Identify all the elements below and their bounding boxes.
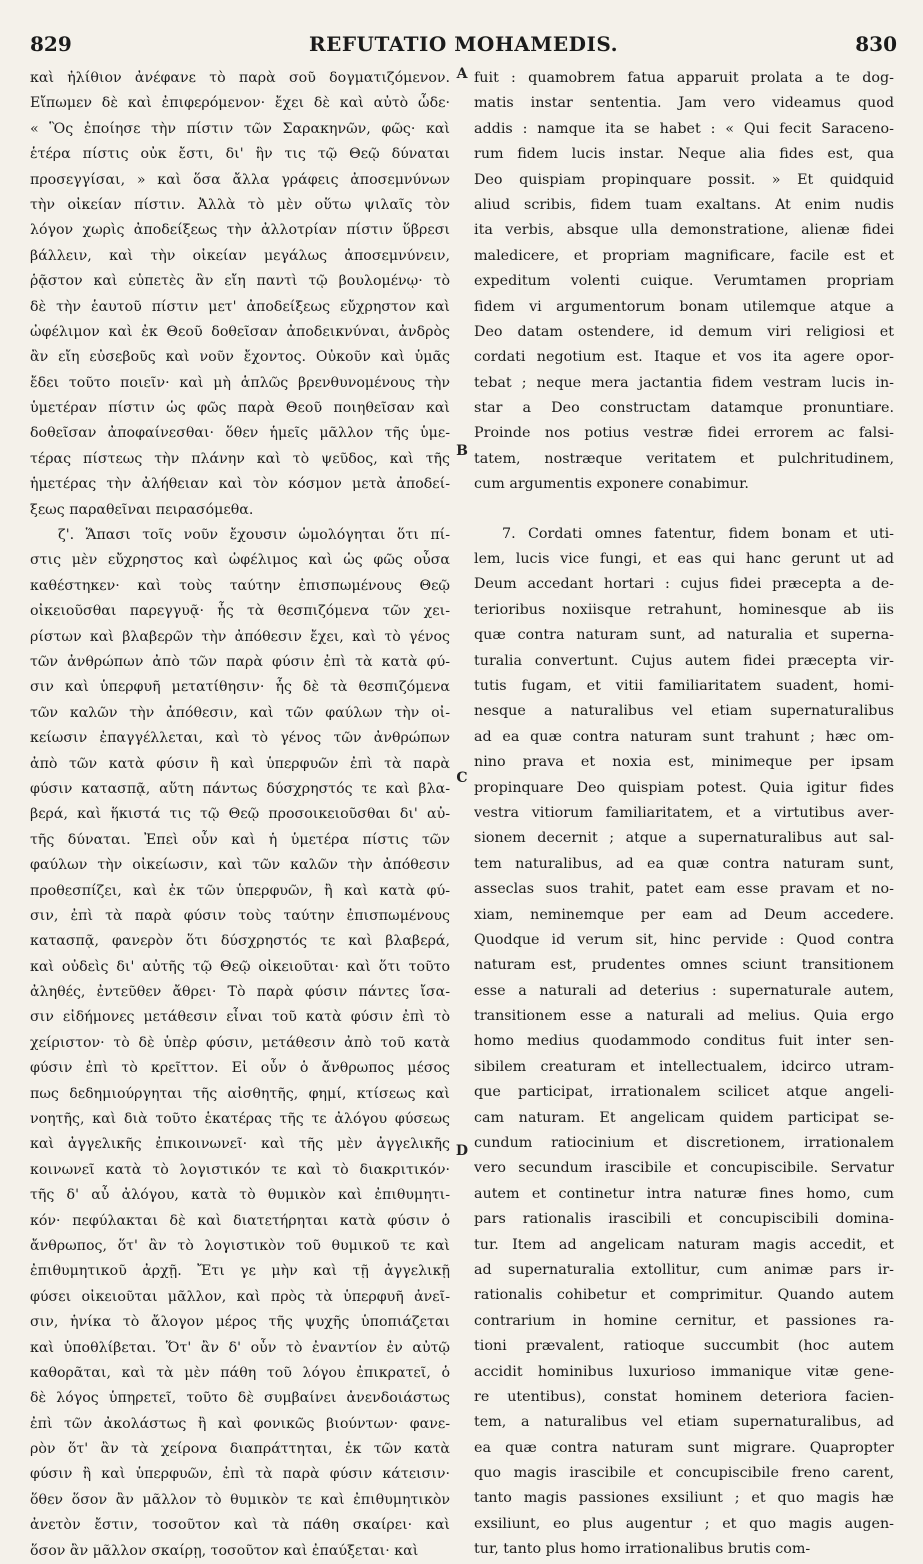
text-line: tanto magis passiones exsiliunt ; et quo magis hæ xyxy=(474,1490,894,1507)
margin-marker-d: D xyxy=(455,1143,469,1159)
right-page-number: 830 xyxy=(855,32,897,56)
text-line: κοινωνεῖ κατὰ τὸ λογιστικόν τε καὶ τὸ διακριτικόν· xyxy=(30,1161,450,1178)
text-line: tutis fugam, et vitii familiaritatem suadent, homi- xyxy=(474,677,894,694)
text-line: Quodque id verum sit, hinc pervide : Quod contra xyxy=(474,931,894,948)
paragraph-gap xyxy=(474,498,894,522)
greek-column xyxy=(30,66,450,1564)
latin-column xyxy=(474,66,894,1563)
text-line: σιν καὶ ὑπερφυῆ μετατίθησιν· ἧς δὲ τὰ θεσπιζόμενα xyxy=(30,679,450,696)
text-line: asseclas suos trahit, patet eam esse pravam et no- xyxy=(474,881,894,898)
text-line: cam naturam. Et angelicam quidem participat se- xyxy=(474,1109,894,1126)
text-line: « Ὃς ἐποίησε τὴν πίστιν τῶν Σαρακηνῶν, φῶς· καὶ xyxy=(30,120,450,137)
text-line: terioribus noxiisque retrahunt, hominesque ab iis xyxy=(474,601,894,618)
text-line: fidem vi argumentorum bonam utilemque atque a xyxy=(474,298,894,315)
text-line: τῶν ἀνθρώπων ἀπὸ τῶν παρὰ φύσιν ἐπὶ τὰ κατὰ φύ- xyxy=(30,653,450,670)
text-line: tebat ; neque mera jactantia fidem vestram lucis in- xyxy=(474,374,894,391)
text-line: κείωσιν ἐπαγγέλλεται, καὶ τὸ γένος τῶν ἀνθρώπων xyxy=(30,730,450,747)
text-line: cundum ratiocinium et discretionem, irrationalem xyxy=(474,1135,894,1152)
text-line: naturam est, prudentes omnes sciunt transitionem xyxy=(474,957,894,974)
text-line: οἰκειοῦσθαι παρεγγυᾷ· ἧς τὰ θεσπιζόμενα τῶν χει- xyxy=(30,603,450,620)
text-line: φύσιν ἐπὶ τὸ κρεῖττον. Εἰ οὖν ὁ ἄνθρωπος μέσος xyxy=(30,1060,450,1077)
text-line: ἔδει τοῦτο ποιεῖν· καὶ μὴ ἁπλῶς βρενθυνομένους τὴν xyxy=(30,374,450,391)
text-line: contrarium in homine cernitur, et passiones ra- xyxy=(474,1312,894,1329)
text-line: accidit hominibus luxurioso immanique vitæ gene- xyxy=(474,1363,894,1380)
text-line: τῆς δύναται. Ἐπεὶ οὖν καὶ ἡ ὑμετέρα πίστις τῶν xyxy=(30,831,450,848)
text-line: ὠφέλιμον καὶ ἐκ Θεοῦ δοθεῖσαν ἀποδεικνύναι, ἀνδρὸς xyxy=(30,323,450,340)
text-line: homo medius quodammodo conditus fuit inter sen- xyxy=(474,1033,894,1050)
text-line: re utentibus), constat hominem deteriora facien- xyxy=(474,1388,894,1405)
text-line: addis : namque ita se habet : « Qui fecit Saraceno- xyxy=(474,120,894,137)
text-line: ad supernaturalia extollitur, cum animæ pars ir- xyxy=(474,1261,894,1278)
text-line: φύσιν ἢ καὶ ὑπερφυῶν, ἐπὶ τὰ παρὰ φύσιν κάτεισιν· xyxy=(30,1466,450,1483)
left-page-number: 829 xyxy=(30,32,72,56)
text-line: ῥᾷστον καὶ εὐπετὲς ἂν εἴη παντὶ τῷ βουλομένῳ· τὸ xyxy=(30,273,450,290)
text-line: Deo datam ostendere, id demum viri religiosi et xyxy=(474,323,894,340)
text-line: ἀπὸ τῶν κατὰ φύσιν ἢ καὶ ὑπερφυῶν ἐπὶ τὰ παρὰ xyxy=(30,755,450,772)
page-header xyxy=(30,32,897,60)
text-line: φύσιν κατασπᾷ, αὕτη πάντως δύσχρηστός τε καὶ βλα- xyxy=(30,780,450,797)
text-line: δὲ λόγος ὑπηρετεῖ, τοῦτο δὲ συμβαίνει ἀνενδοιάστως xyxy=(30,1390,450,1407)
text-line: fuit : quamobrem fatua apparuit prolata a te dog- xyxy=(474,70,894,86)
text-line: tatem, nostræque veritatem et pulchritudinem, xyxy=(474,450,894,467)
text-line: ἐπὶ τῶν ἀκολάστως ἢ καὶ φονικῶς βιούντων· φανε- xyxy=(30,1415,450,1432)
text-line: xiam, neminemque per eam ad Deum accedere. xyxy=(474,906,894,923)
latin-paragraph-1 xyxy=(474,66,894,498)
text-line: exsiliunt, eo plus augentur ; et quo magis augen- xyxy=(474,1515,894,1532)
text-line: κόν· πεφύλακται δὲ καὶ διατετήρηται κατὰ φύσιν ὁ xyxy=(30,1212,450,1229)
text-line: νοητῆς, καὶ διὰ τοῦτο ἑκατέρας τῆς τε ἀλόγου φύσεως xyxy=(30,1111,450,1128)
text-line: κατασπᾷ, φανερὸν ὅτι δύσχρηστός τε καὶ βλαβερά, xyxy=(30,933,450,950)
text-line: καθορᾶται, καὶ τὰ μὲν πάθη τοῦ λόγου ἐπικρατεῖ, ὁ xyxy=(30,1364,450,1381)
text-line: nino prava et noxia est, minimeque per ipsam xyxy=(474,754,894,771)
text-line: maledicere, et propriam magnificare, facile est et xyxy=(474,247,894,264)
text-line: βάλλειν, καὶ τὴν οἰκείαν μεγάλως ἀποσεμνύνειν, xyxy=(30,247,450,264)
text-line: ζ'. Ἅπασι τοῖς νοῦν ἔχουσιν ὡμολόγηται ὅτι πί- xyxy=(58,527,450,544)
text-line: χείριστον· τὸ δὲ ὑπὲρ φύσιν, μετάθεσιν ἀπὸ τοῦ κατὰ xyxy=(30,1034,450,1051)
text-line: ὅσον ἂν μᾶλλον σκαίρῃ, τοσοῦτον καὶ ἐπαύξεται· καὶ xyxy=(30,1542,419,1559)
text-line: que participat, irrationalem scilicet atque angeli- xyxy=(474,1084,894,1101)
text-line: 7. Cordati omnes fatentur, fidem bonam et uti- xyxy=(502,525,894,542)
text-line: καὶ ὑποθλίβεται. Ὅτ' ἂν δ' οὖν τὸ ἐναντίον ἐν αὐτῷ xyxy=(30,1339,450,1356)
text-line: lem, lucis vice fungi, et eas qui hanc gerunt ut ad xyxy=(474,551,894,568)
text-line: σιν, ἐπὶ τὰ παρὰ φύσιν τοὺς ταύτην ἐπισπωμένους xyxy=(30,907,450,924)
text-line: βερά, καὶ ἥκιστά τις τῷ Θεῷ προσοικειοῦσθαι δι' αὐ- xyxy=(30,806,450,823)
text-line: Deo quispiam propinquare possit. » Et quidquid xyxy=(474,171,894,188)
text-line: προσεγγίσαι, » καὶ ὅσα ἄλλα γράφεις ἀποσεμνύνων xyxy=(30,171,450,188)
text-line: ἀληθές, ἐντεῦθεν ἄθρει· Τὸ παρὰ φύσιν πάντες ἴσα- xyxy=(30,984,450,1001)
text-line: vero secundum irascibile et concupiscibile. Servatur xyxy=(474,1160,894,1177)
text-line: tioni prævalent, ratioque succumbit (hoc autem xyxy=(474,1338,894,1355)
text-line: καὶ ἠλίθιον ἀνέφανε τὸ παρὰ σοῦ δογματιζόμενον. xyxy=(30,70,450,86)
text-line: sibilem creaturam et intellectualem, idcirco utram- xyxy=(474,1058,894,1075)
text-line: δοθεῖσαν ἀποφαίνεσθαι· ὅθεν ἡμεῖς μᾶλλον τῆς ὑμε- xyxy=(30,425,450,442)
text-line: δὲ τὴν ἑαυτοῦ πίστιν μετ' ἀποδείξεως εὔχρηστον καὶ xyxy=(30,298,450,315)
text-line: ad ea quæ contra naturam sunt trahunt ; hæc om- xyxy=(474,728,894,745)
text-line: nesque a naturalibus vel etiam supernaturalibus xyxy=(474,703,894,720)
text-line: quæ contra naturam sunt, ad naturalia et superna- xyxy=(474,627,894,644)
text-line: quo magis irascibile et concupiscibile freno carent, xyxy=(474,1465,894,1482)
text-line: ρὸν ὅτ' ἂν τὰ χείρονα διαπράττηται, ἐκ τῶν κατὰ xyxy=(30,1441,450,1458)
text-line: pars rationalis irascibili et concupiscibili domina- xyxy=(474,1211,894,1228)
text-line: ἂν εἴη εὐσεβοῦς καὶ νοῦν ἔχοντος. Οὐκοῦν καὶ ὑμᾶς xyxy=(30,349,450,366)
text-line: cordati negotium est. Itaque et vos ita agere opor- xyxy=(474,349,894,366)
text-line: λόγον χωρὶς ἀποδείξεως τὴν ἀλλοτρίαν πίστιν ὕβρεσι xyxy=(30,222,450,239)
text-line: τέρας πίστεως τὴν πλάνην καὶ τὸ ψεῦδος, καὶ τῆς xyxy=(30,450,450,467)
text-line: ea quæ contra naturam sunt migrare. Quapropter xyxy=(474,1439,894,1456)
text-line: σιν εἰδήμονες μετάθεσιν εἶναι τοῦ κατὰ φύσιν ἐπὶ τὸ xyxy=(30,1009,450,1026)
text-line: τῶν καλῶν τὴν ἀπόθεσιν, καὶ τῶν φαύλων τὴν οἰ- xyxy=(30,704,450,721)
text-line: transitionem esse a naturali ad melius. Quia ergo xyxy=(474,1008,894,1025)
text-line: propinquare Deo quispiam potest. Quia igitur fides xyxy=(474,779,894,796)
text-line: ἄνθρωπος, ὅτ' ἂν τὸ λογιστικὸν τοῦ θυμικοῦ τε καὶ xyxy=(30,1237,450,1254)
text-line: πως δεδημιούργηται τῆς αἰσθητῆς, φημί, κτίσεως καὶ xyxy=(30,1085,450,1102)
text-line: φαύλων τὴν οἰκείωσιν, καὶ τῶν καλῶν τὴν ἀπόθεσιν xyxy=(30,857,450,874)
text-line: ἀνετὸν ἔστιν, τοσοῦτον καὶ τὰ πάθη σκαίρει· καὶ xyxy=(30,1517,450,1534)
latin-paragraph-2 xyxy=(474,522,894,1563)
text-line: expeditum volenti cuique. Verumtamen propriam xyxy=(474,273,894,290)
text-line: tem naturalibus, ad ea quæ contra naturam sunt, xyxy=(474,855,894,872)
text-line: ξεως παραθεῖναι πειρασόμεθα. xyxy=(30,501,254,518)
margin-marker-c: C xyxy=(456,770,468,786)
text-line: tur. Item ad angelicam naturam magis accedit, et xyxy=(474,1236,894,1253)
text-line: τῆς δ' αὖ ἀλόγου, κατὰ τὸ θυμικὸν καὶ ἐπιθυμητι- xyxy=(30,1187,450,1204)
margin-marker-b: B xyxy=(456,443,468,459)
text-line: tem, a naturalibus vel etiam supernaturalibus, ad xyxy=(474,1414,894,1431)
text-line: turalia convertunt. Cujus autem fidei præcepta vir- xyxy=(474,652,894,669)
text-line: τὴν οἰκείαν πίστιν. Ἀλλὰ τὸ μὲν οὕτω ψιλαῖς τὸν xyxy=(30,196,450,213)
running-title: REFUTATIO MOHAMEDIS. xyxy=(308,32,619,56)
text-line: σιν, ἡνίκα τὸ ἄλογον μέρος τῆς ψυχῆς ὑποπιάζεται xyxy=(30,1314,450,1331)
margin-marker-a: A xyxy=(456,66,468,82)
text-line: aliud scribis, fidem tuam exaltans. At enim nudis xyxy=(474,196,894,213)
text-line: Proinde nos potius vestræ fidei errorem ac falsi- xyxy=(474,425,894,442)
text-line: cum argumentis exponere conabimur. xyxy=(474,476,749,493)
text-line: sionem decernit ; atque a supernaturalibus aut sal- xyxy=(474,830,894,847)
text-line: ἐπιθυμητικοῦ ἀρχῇ. Ἔτι γε μὴν καὶ τῇ ἀγγελικῇ xyxy=(30,1263,450,1280)
text-line: rum fidem lucis instar. Neque alia fides est, qua xyxy=(474,146,894,163)
text-line: καὶ ἀγγελικῆς ἐπικοινωνεῖ· καὶ τῆς μὲν ἀγγελικῆς xyxy=(30,1136,450,1153)
text-line: φύσει οἰκειοῦται μᾶλλον, καὶ πρὸς τὰ ὑπερφυῆ ἀνεῖ- xyxy=(30,1288,450,1305)
text-line: esse a naturali ad deterius : supernaturale autem, xyxy=(474,982,894,999)
text-line: ρίστων καὶ βλαβερῶν τὴν ἀπόθεσιν ἔχει, καὶ τὸ γένος xyxy=(30,628,450,645)
text-line: tur, tanto plus homo irrationalibus brutis com- xyxy=(474,1541,811,1558)
text-line: ἡμετέρας τὴν ἀλήθειαν καὶ τὸν κόσμον μετὰ ἀποδεί- xyxy=(30,476,450,493)
text-line: ὅθεν ὅσον ἂν μᾶλλον τὸ θυμικὸν τε καὶ ἐπιθυμητικὸν xyxy=(30,1491,450,1508)
text-line: ὑμετέραν πίστιν ὡς φῶς παρὰ Θεοῦ ποιηθεῖσαν καὶ xyxy=(30,400,450,417)
text-line: καὶ οὐδεὶς δι' αὐτῆς τῷ Θεῷ οἰκειοῦται· καὶ ὅτι τοῦτο xyxy=(30,958,450,975)
text-line: star a Deo constructam datamque pronuntiare. xyxy=(474,400,894,417)
text-line: ita verbis, absque ulla demonstratione, alienæ fidei xyxy=(474,222,894,239)
text-line: καθέστηκεν· καὶ τοὺς ταύτην ἐπισπωμένους Θεῷ xyxy=(30,577,450,594)
text-line: ἑτέρα πίστις οὐκ ἔστι, δι' ἣν τις τῷ Θεῷ δύναται xyxy=(30,146,450,163)
text-line: matis instar sententia. Jam vero videamus quod xyxy=(474,95,894,112)
text-line: Deum accedant hortari : cujus fidei præcepta a de- xyxy=(474,576,894,593)
text-line: Εἴπωμεν δὲ καὶ ἐπιφερόμενον· ἔχει δὲ καὶ αὐτὸ ὧδε· xyxy=(30,95,450,112)
text-line: στις μὲν εὔχρηστος καὶ ὠφέλιμος καὶ ὡς φῶς οὖσα xyxy=(30,552,450,569)
text-line: vestra vitiorum familiaritatem, et a virtutibus aver- xyxy=(474,804,894,821)
text-line: autem et continetur intra naturæ fines homo, cum xyxy=(474,1185,894,1202)
text-line: rationalis cohibetur et comprimitur. Quando autem xyxy=(474,1287,894,1304)
text-line: προθεσπίζει, καὶ ἐκ τῶν ὑπερφυῶν, ἢ καὶ κατὰ φύ- xyxy=(30,882,450,899)
